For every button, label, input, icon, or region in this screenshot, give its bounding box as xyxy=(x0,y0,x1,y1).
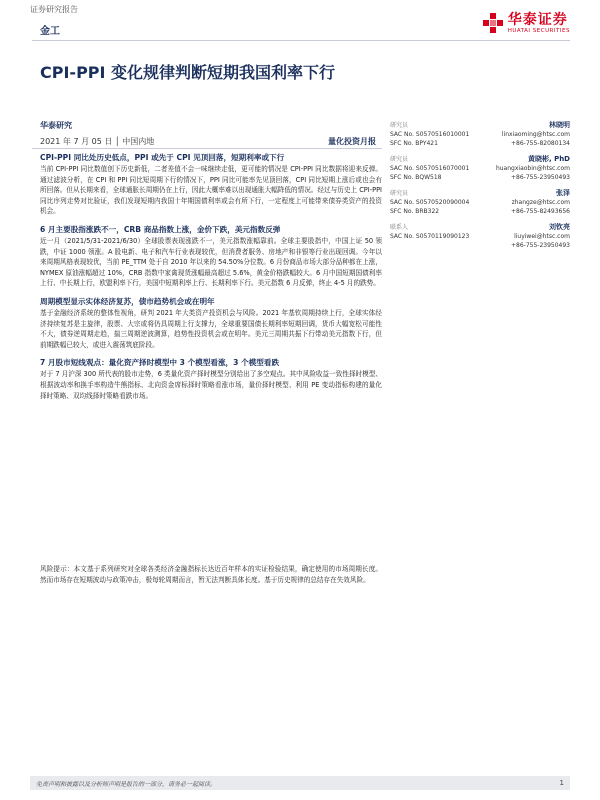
brand-name-en: HUATAI SECURITIES xyxy=(507,28,570,34)
meta-divider xyxy=(32,148,382,149)
analyst-role: 研究员 xyxy=(390,190,409,197)
section-body: 近一月（2021/5/31-2021/6/30）全球股票表现涨跌不一，美元指数涨幅靠前。全球主要股指中，中国上证 50 领跌，中证 1000 领涨。A 股电新、电子和汽车行业表现较优，但消费者服务、房地产和非银等行业出现回调。今年以来周期风格表现较优，当前 PE_TTM 处于自 2010 年以来的 54.50%分位数。6 月份商品市场大部分品种都在上涨，NYMEX 原油涨幅超过 10%，CRB 指数中家禽现货涨幅最高超过 5.6%，黄金价格跌幅较大。6 月中国短期国债利率上行、中长期上行，欧盟利率下行，美国中短期利率上行、长期利率下行。美元指数 6 月反弹，终止 4-5 月的跌势。 xyxy=(40,236,382,288)
report-category: 量化投资月报 xyxy=(328,137,376,146)
section-heading: 7 月股市短线观点：量化资产择时模型中 3 个模型看涨，3 个模型看跌 xyxy=(40,358,280,368)
section-heading: 周期模型显示实体经济复苏，债市趋势机会或在明年 xyxy=(40,296,215,306)
meta-row xyxy=(40,136,376,147)
analyst-name: 黄晓彬, PhD xyxy=(527,155,570,163)
analyst-phone: +86-755-23950493 xyxy=(511,242,570,249)
summary-section xyxy=(40,296,382,350)
summary-section xyxy=(40,152,382,217)
analyst-sac: SAC No. S0570520090004 xyxy=(390,199,470,206)
analyst-role: 研究员 xyxy=(390,122,409,129)
analyst-card xyxy=(390,222,570,250)
analyst-role: 联系人 xyxy=(390,224,409,231)
footer-bar xyxy=(30,776,570,790)
summary-section xyxy=(40,224,382,289)
report-kind: 华泰研究 xyxy=(40,121,72,130)
analyst-card xyxy=(390,188,570,216)
header-divider xyxy=(32,40,570,41)
report-title: CPI-PPI 变化规律判断短期我国利率下行 xyxy=(40,63,336,82)
analyst-name: 刘钦亮 xyxy=(549,223,570,231)
analyst-sac: SAC No. S0570119090123 xyxy=(390,233,470,240)
analyst-sac: SAC No. S0570516070001 xyxy=(390,165,470,172)
analyst-panel xyxy=(390,120,570,256)
analyst-email[interactable]: huangxiaobin@htsc.com xyxy=(495,165,570,172)
analyst-sfc: SFC No. BRB322 xyxy=(390,208,440,215)
analyst-name: 张泽 xyxy=(556,189,570,197)
brand-logo xyxy=(482,12,570,34)
analyst-email[interactable]: liuyiwei@htsc.com xyxy=(514,233,570,240)
analyst-email[interactable]: zhangze@htsc.com xyxy=(511,199,570,206)
sector-tag: 金工 xyxy=(40,26,60,37)
analyst-sfc: SFC No. BQW518 xyxy=(390,174,442,181)
risk-warning: 风险提示：本文基于系列研究对全球各类经济金融指标长达近百年样本的实证检验结果，确定使用的市场周期长度。然而市场存在短期波动与政策冲击，极每轮周期而言，暂无法判断具体长度。基于历史规律的总结存在失效风险。 xyxy=(40,565,382,584)
analyst-card xyxy=(390,154,570,182)
huatai-logo-icon xyxy=(482,12,504,34)
section-heading: CPI-PPI 同比处历史低点，PPI 或先于 CPI 见顶回落，短期利率或下行 xyxy=(40,153,285,162)
footer-disclaimer: 免责声明和披露以及分析师声明是报告的一部分，请务必一起阅读。 xyxy=(36,780,217,788)
summary-section xyxy=(40,357,382,401)
analyst-role: 研究员 xyxy=(390,156,409,163)
section-heading: 6 月主要股指涨跌不一，CRB 商品指数上涨，金价下跌，美元指数反弹 xyxy=(40,224,281,234)
analyst-sac: SAC No. S0570516010001 xyxy=(390,131,470,138)
section-body: 对于 7 月沪深 300 所代表的股市走势，6 类量化资产择时模型分别给出了多空观点。其中风险收益一致性择时模型、根据波动率和换手率构造牛熊指标、北向资金席标择时策略看涨市场，量价择时模型、利用 PE 变动指标构建的量化择时策略、双均线择时策略看跌市场。 xyxy=(40,370,382,400)
analyst-name: 林晓明 xyxy=(549,121,570,129)
brand-name-cn: 华泰证券 xyxy=(507,12,568,28)
report-type-label: 证券研究报告 xyxy=(30,5,78,14)
page-number: 1 xyxy=(559,779,564,787)
analyst-sfc: SFC No. BPY421 xyxy=(390,140,438,147)
analyst-phone: +86-755-82493656 xyxy=(511,208,570,215)
analyst-phone: +86-755-23950493 xyxy=(511,174,570,181)
section-body: 当前 CPI-PPI 同比数值创下历史新低，二者差值不会一味继续走低，更可能的情况是 CPI-PPI 同比数据将迎来反弹。通过滤波分析，在 CPI 和 PPI 同比短周期下行的情况下，PPI 同比可能率先见顶回落，CPI 同比短期上涨后或也会有所回落。但从长期来看，全球通胀长周期仍在上行，因此大概率难以出现通胀大幅降低的情况。经过与历史上 CPI-PPI 同比序列走势对比验证，我们发现短期内我国十年期国债利率或会有所下行，一定程度上可能带来债券类资产的投资机会。 xyxy=(40,165,382,216)
analyst-phone: +86-755-82080134 xyxy=(511,140,570,147)
report-summary xyxy=(40,152,382,408)
analyst-card xyxy=(390,120,570,148)
section-body: 基于金融经济系统的整体性视角，研判 2021 年大类资产投资机会与风险。2021 年基钦周期持续上行，全球实体经济持续复苏是主旋律，股票、大宗或将仍具周期上行支撑力，全球重要国债长期利率短期回调，货币大幅宽松可能性不大，债券逆周期走趋，揣三周期逆波测算，趋势性投资机会或在明年。美元三周期共振下行带动美元指数下行，但前期跌幅已较大，或进入震荡筑底阶段。 xyxy=(40,308,382,349)
analyst-email[interactable]: linxiaoming@htsc.com xyxy=(501,131,570,138)
date-region: 2021 年 7 月 05 日 │ 中国内地 xyxy=(40,137,155,146)
